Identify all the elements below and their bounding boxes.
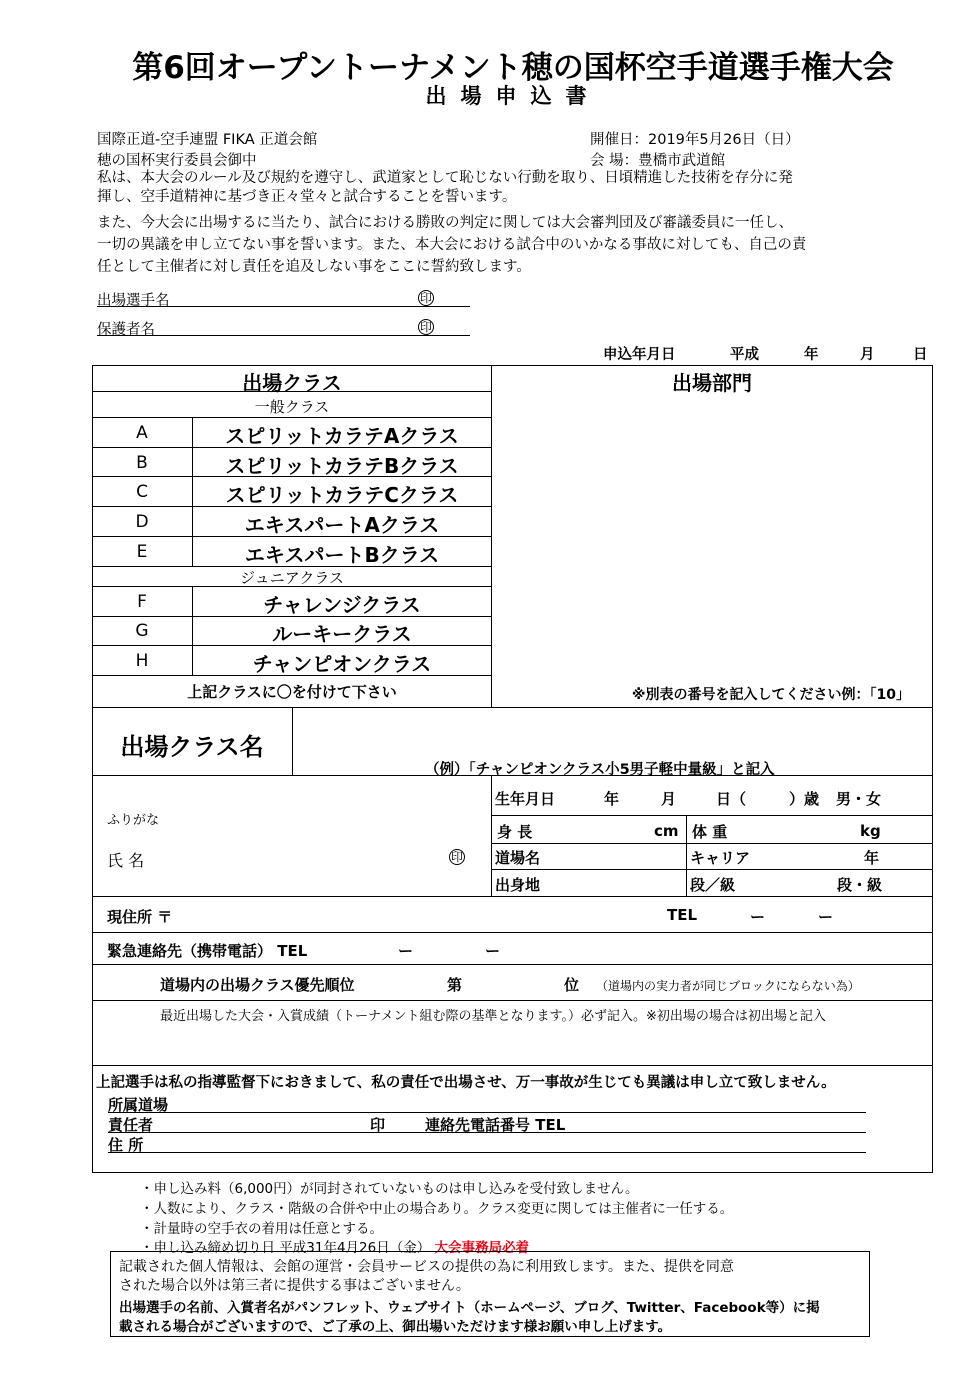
emergency-dash-1: ー xyxy=(398,942,414,960)
general-class-header: 一般クラス xyxy=(254,398,330,416)
supervisor-statement: 上記選手は私の指導監督下におきまして、私の責任で出場させ、万一事故が生じても異議は申し立て致しません。 xyxy=(96,1075,836,1091)
responsible-line[interactable] xyxy=(108,1132,866,1133)
note-uniform: ・計量時の空手衣の着用は任意とする。 xyxy=(140,1221,383,1237)
class-name-h[interactable]: チャンピオンクラス xyxy=(252,652,432,676)
class-name-c[interactable]: スピリットカラテCクラス xyxy=(225,483,459,507)
privacy-line-3: 出場選手の名前、入賞者名がパンフレット、ウェブサイト（ホームページ、ブログ、Twitter、Facebook等）に掲 xyxy=(119,1300,820,1316)
guardian-seal-icon: 印 xyxy=(419,320,432,334)
class-name-a[interactable]: スピリットカラテAクラス xyxy=(225,424,459,448)
note-merge: ・人数により、クラス・階級の合併や中止の場合あり。クラス変更に関しては主催者に一任する。 xyxy=(140,1201,734,1217)
event-venue: 会 場：豊橋市武道館 xyxy=(590,153,726,169)
responsible-seal: 印 xyxy=(370,1116,386,1134)
tel-label: TEL xyxy=(667,906,698,924)
division-input-area[interactable] xyxy=(494,394,930,674)
furigana-label: ふりがな xyxy=(107,813,160,828)
player-seal-icon: 印 xyxy=(419,291,432,305)
class-name-f[interactable]: チャレンジクラス xyxy=(263,593,421,617)
dob-day[interactable]: 日（ xyxy=(716,790,747,808)
affiliated-dojo-label: 所属道場 xyxy=(108,1096,169,1114)
rank-unit: 段・級 xyxy=(837,876,883,894)
pledge-line-2: 揮し、空手道精神に基づき正々堂々と試合することを誓います。 xyxy=(97,189,517,205)
event-date: 開催日：2019年5月26日（日） xyxy=(590,132,800,148)
application-date-era: 平成 xyxy=(730,347,759,363)
privacy-line-1: 記載された個人情報は、会館の運営・会員サービスの提供の為に利用致します。また、提供を同意 xyxy=(119,1259,734,1275)
record-label: 最近出場した大会・入賞成績（トーナメント組む際の基準となります。）必ず記入。※初出場の場合は初出場と記入 xyxy=(160,1009,826,1024)
pledge-line-1: 私は、本大会のルール及び規約を遵守し、武道家として恥じない行動を取り、日頃精進した技術を存分に発 xyxy=(97,170,793,186)
addressee: 穂の国杯実行委員会御中 xyxy=(97,153,257,169)
form-subtitle: 出場申込書 xyxy=(425,84,601,108)
application-date-day[interactable]: 日 xyxy=(913,347,928,363)
application-date-year[interactable]: 年 xyxy=(804,347,819,363)
player-name-label: 氏 名 xyxy=(107,851,145,870)
rank-label: 段／級 xyxy=(690,876,736,894)
career-year-unit: 年 xyxy=(864,849,880,867)
weight-unit: kg xyxy=(860,822,881,840)
record-input[interactable] xyxy=(96,1022,930,1062)
division-column-header: 出場部門 xyxy=(672,371,752,395)
name-seal-icon: 印 xyxy=(450,850,463,864)
emergency-contact-label: 緊急連絡先（携帯電話） TEL xyxy=(107,942,308,960)
class-letter-a[interactable]: A xyxy=(136,423,148,443)
application-date-month[interactable]: 月 xyxy=(860,347,875,363)
note-fee: ・申し込み料（6,000円）が同封されていないものは申し込みを受付致しません。 xyxy=(140,1181,639,1197)
guardian-signature-field[interactable] xyxy=(97,318,470,336)
player-name-input[interactable] xyxy=(170,800,480,890)
class-letter-e[interactable]: E xyxy=(136,542,148,562)
player-signature-label: 出場選手名 xyxy=(97,293,170,309)
dob-month[interactable]: 月 xyxy=(661,790,677,808)
form-title: 第6回オープントーナメント穂の国杯空手道選手権大会 xyxy=(132,50,894,86)
pledge-line-3: また、今大会に出場するに当たり、試合における勝敗の判定に関しては大会審判団及び審議委員に一任し、 xyxy=(97,215,793,231)
privacy-line-4: 載される場合がございますので、ご了承の上、御出場いただけます様お願い申し上げます。 xyxy=(119,1319,672,1335)
application-date-label: 申込年月日 xyxy=(603,347,676,363)
class-name-g[interactable]: ルーキークラス xyxy=(272,622,412,646)
privacy-line-2: された場合以外は第三者に提供する事はございません。 xyxy=(119,1278,470,1294)
supervisor-address-label: 住 所 xyxy=(108,1136,144,1154)
class-letter-b[interactable]: B xyxy=(136,453,148,473)
class-letter-g[interactable]: G xyxy=(135,621,149,641)
dob-year[interactable]: 年 xyxy=(604,790,620,808)
affiliated-dojo-line[interactable] xyxy=(108,1112,866,1113)
sex-select[interactable]: 男・女 xyxy=(836,790,882,808)
guardian-signature-label: 保護者名 xyxy=(97,322,155,338)
height-label: 身 長 xyxy=(497,823,533,841)
contact-phone-label: 連絡先電話番号 TEL xyxy=(425,1116,566,1134)
note-deadline-red: 大会事務局必着 xyxy=(434,1240,530,1256)
class-column-header: 出場クラス xyxy=(242,371,342,395)
note-deadline-text: ・申し込み締め切り日 平成31年4月26日（金） xyxy=(140,1240,431,1256)
organization: 国際正道-空手連盟 FIKA 正道会館 xyxy=(97,132,318,148)
junior-class-header: ジュニアクラス xyxy=(240,569,344,587)
supervisor-address-line[interactable] xyxy=(108,1152,866,1153)
pledge-line-5: 任として主催者に対し責任を追及しない事をここに誓約致します。 xyxy=(97,259,531,275)
priority-note: （道場内の実力者が同じブロックにならない為） xyxy=(596,979,860,993)
class-name-d[interactable]: エキスパートAクラス xyxy=(244,513,440,537)
class-letter-f[interactable]: F xyxy=(137,592,147,612)
priority-rank[interactable]: 位 xyxy=(564,976,580,994)
class-letter-d[interactable]: D xyxy=(135,512,149,532)
class-letter-h[interactable]: H xyxy=(135,651,149,671)
origin-label: 出身地 xyxy=(495,876,541,894)
class-name-e[interactable]: エキスパートBクラス xyxy=(244,543,440,567)
class-name-label: 出場クラス名 xyxy=(120,733,264,761)
responsible-label: 責任者 xyxy=(108,1116,154,1134)
priority-dai: 第 xyxy=(447,976,463,994)
class-name-b[interactable]: スピリットカラテBクラス xyxy=(225,454,459,478)
age-label[interactable]: ）歳 xyxy=(789,790,820,808)
priority-label: 道場内の出場クラス優先順位 xyxy=(160,976,355,994)
mark-instruction: 上記クラスに〇を付けて下さい xyxy=(187,683,397,701)
dob-label: 生年月日 xyxy=(495,790,556,808)
tel-dash-2: ー xyxy=(818,908,834,926)
class-letter-c[interactable]: C xyxy=(136,482,148,502)
height-unit: cm xyxy=(654,822,679,840)
player-signature-field[interactable] xyxy=(97,289,470,307)
emergency-dash-2: ー xyxy=(485,942,501,960)
tel-dash-1: ー xyxy=(750,908,766,926)
class-name-example: （例）「チャンピオンクラス小5男子軽中量級」と記入 xyxy=(425,762,775,778)
career-label: キャリア xyxy=(690,849,751,867)
pledge-line-4: 一切の異議を申し立てない事を誓います。また、本大会における試合中のいかなる事故に対しても、自己の責 xyxy=(97,237,807,253)
division-number-note: ※別表の番号を記入してください例：「10」 xyxy=(631,687,910,703)
dojo-label: 道場名 xyxy=(495,849,541,867)
weight-label: 体 重 xyxy=(692,823,728,841)
address-label: 現住所 〒 xyxy=(107,908,173,926)
